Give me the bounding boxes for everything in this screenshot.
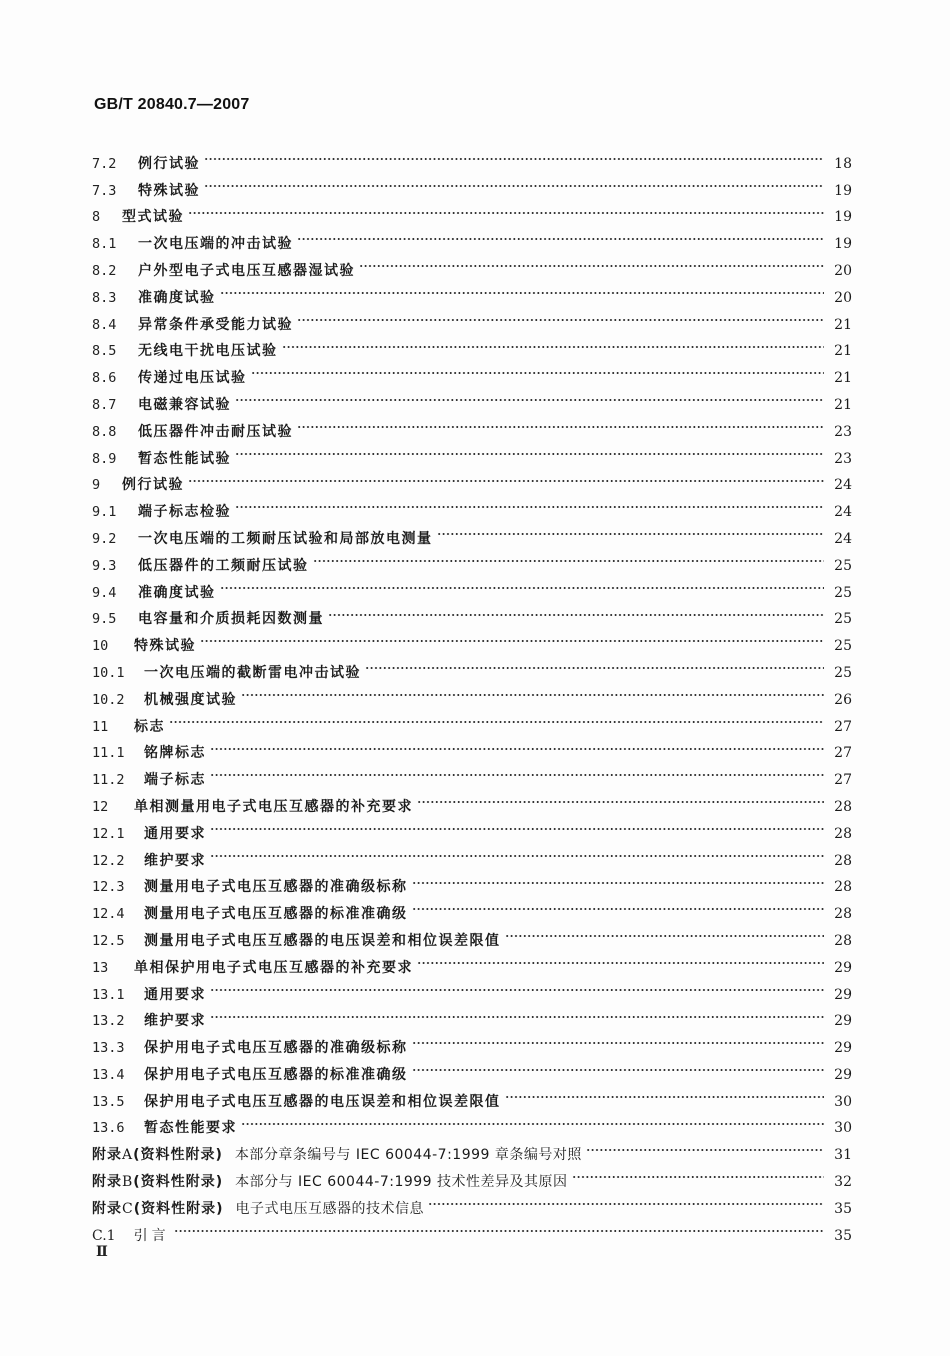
toc-entry-page: 28 bbox=[834, 879, 852, 896]
toc-entry-number: 8.5 bbox=[92, 343, 117, 360]
dot-leader bbox=[428, 1186, 824, 1213]
toc-entry-page: 23 bbox=[834, 423, 852, 440]
toc-entry-title: 户外型电子式电压互感器湿试验 bbox=[138, 262, 355, 279]
toc-entry-number: 11.1 bbox=[92, 745, 125, 762]
toc-entry-number: 13 bbox=[92, 959, 109, 976]
toc-entry-title: 电容量和介质损耗因数测量 bbox=[138, 611, 324, 628]
dot-leader bbox=[220, 570, 825, 597]
table-of-contents bbox=[92, 141, 852, 1244]
toc-entry-page: 21 bbox=[834, 370, 852, 387]
toc-entry-page: 21 bbox=[834, 396, 852, 413]
toc-entry[interactable] bbox=[92, 1213, 852, 1244]
dot-leader bbox=[417, 784, 824, 811]
toc-entry[interactable] bbox=[92, 168, 852, 199]
toc-entry-title: 一次电压端的工频耐压试验和局部放电测量 bbox=[138, 530, 433, 547]
dot-leader bbox=[241, 1106, 824, 1133]
dot-leader bbox=[505, 918, 825, 945]
toc-entry-title: 引言 bbox=[133, 1227, 170, 1244]
toc-entry-page: 29 bbox=[834, 1013, 852, 1030]
toc-entry-number: 12.1 bbox=[92, 825, 125, 842]
toc-entry-number: 9 bbox=[92, 477, 101, 494]
toc-entry-page: 19 bbox=[834, 209, 852, 226]
dot-leader bbox=[204, 141, 824, 168]
toc-entry[interactable] bbox=[92, 489, 852, 521]
toc-entry-page: 25 bbox=[834, 638, 852, 655]
toc-entry-number: 8.1 bbox=[92, 236, 117, 253]
toc-entry-number: 7.3 bbox=[92, 182, 117, 199]
toc-entry-number: C.1 bbox=[92, 1227, 116, 1244]
toc-entry-page: 31 bbox=[834, 1147, 852, 1164]
annex-label bbox=[92, 1169, 223, 1196]
toc-entry-page: 27 bbox=[834, 772, 852, 789]
toc-entry-number: 13.1 bbox=[92, 986, 125, 1003]
toc-entry-title: 暂态性能试验 bbox=[138, 450, 231, 467]
toc-entry-number: 9.4 bbox=[92, 584, 117, 601]
annex-title: 本部分章条编号与 IEC 60044-7:1999 章条编号对照 bbox=[234, 1147, 582, 1164]
dot-leader bbox=[572, 1159, 824, 1186]
toc-entry-number: 8.2 bbox=[92, 262, 117, 279]
dot-leader bbox=[328, 597, 824, 624]
toc-entry-title: 准确度试验 bbox=[138, 584, 216, 601]
dot-leader bbox=[204, 168, 824, 195]
toc-entry[interactable] bbox=[92, 1025, 852, 1057]
toc-entry-number: 13.4 bbox=[92, 1066, 125, 1083]
toc-entry-number: 10.2 bbox=[92, 691, 125, 708]
dot-leader bbox=[210, 731, 824, 758]
dot-leader bbox=[200, 623, 824, 650]
toc-entry-number: 12.2 bbox=[92, 852, 125, 869]
toc-entry[interactable] bbox=[92, 731, 852, 762]
dot-leader bbox=[235, 489, 824, 516]
dot-leader bbox=[169, 704, 824, 731]
toc-entry-page: 19 bbox=[834, 182, 852, 199]
toc-entry-title: 特殊试验 bbox=[134, 638, 196, 655]
toc-entry-number: 7.2 bbox=[92, 155, 117, 172]
toc-entry-number: 12.4 bbox=[92, 906, 125, 923]
annex-title: 本部分与 IEC 60044-7:1999 技术性差异及其原因 bbox=[235, 1174, 568, 1191]
toc-entry[interactable] bbox=[92, 141, 852, 172]
dot-leader bbox=[282, 329, 825, 356]
toc-entry-page: 21 bbox=[834, 343, 852, 360]
toc-entry-title: 端子标志检验 bbox=[138, 504, 231, 521]
toc-entry-page: 29 bbox=[834, 959, 852, 976]
toc-entry-title: 机械强度试验 bbox=[144, 691, 237, 708]
annex-letter: A bbox=[122, 1147, 134, 1164]
toc-entry-number: 9.1 bbox=[92, 504, 117, 521]
toc-entry-page: 28 bbox=[834, 932, 852, 949]
toc-entry[interactable] bbox=[92, 784, 852, 815]
toc-entry-title: 一次电压端的冲击试验 bbox=[138, 236, 293, 253]
dot-leader bbox=[297, 409, 824, 436]
toc-entry-title: 铭牌标志 bbox=[144, 745, 206, 762]
toc-entry-page: 26 bbox=[834, 691, 852, 708]
toc-entry-page: 32 bbox=[834, 1174, 852, 1191]
toc-entry-title: 低压器件冲击耐压试验 bbox=[138, 423, 293, 440]
toc-entry-page: 29 bbox=[834, 986, 852, 1003]
toc-entry-page: 19 bbox=[834, 236, 852, 253]
toc-entry-title: 传递过电压试验 bbox=[138, 370, 247, 387]
toc-entry-title: 例行试验 bbox=[122, 477, 184, 494]
dot-leader bbox=[235, 382, 824, 409]
toc-entry[interactable] bbox=[92, 221, 852, 253]
toc-entry-page: 25 bbox=[834, 611, 852, 628]
toc-entry-title: 通用要求 bbox=[144, 986, 206, 1003]
toc-entry-title: 单相保护用电子式电压互感器的补充要求 bbox=[134, 959, 413, 976]
toc-entry-page: 27 bbox=[834, 718, 852, 735]
toc-entry-title: 准确度试验 bbox=[138, 289, 216, 306]
toc-entry-number: 12.5 bbox=[92, 932, 125, 949]
toc-entry-page: 30 bbox=[834, 1093, 852, 1110]
toc-entry-page: 20 bbox=[834, 289, 852, 306]
toc-entry-title: 维护要求 bbox=[144, 1013, 206, 1030]
toc-entry-page: 24 bbox=[834, 504, 852, 521]
toc-entry-page: 28 bbox=[834, 798, 852, 815]
toc-entry-page: 35 bbox=[834, 1227, 852, 1244]
standard-code-header: GB/T 20840.7—2007 bbox=[94, 96, 250, 113]
toc-entry-number: 9.5 bbox=[92, 611, 117, 628]
dot-leader bbox=[241, 677, 824, 704]
toc-entry-number: 8.9 bbox=[92, 450, 117, 467]
dot-leader bbox=[412, 891, 825, 918]
toc-entry-title: 保护用电子式电压互感器的准确级标称 bbox=[144, 1040, 408, 1057]
toc-entry-page: 28 bbox=[834, 906, 852, 923]
toc-entry-number: 11.2 bbox=[92, 772, 125, 789]
dot-leader bbox=[220, 275, 825, 302]
toc-entry-title: 标志 bbox=[134, 718, 165, 735]
toc-entry-page: 28 bbox=[834, 852, 852, 869]
toc-entry-title: 例行试验 bbox=[138, 155, 200, 172]
toc-entry-number: 10 bbox=[92, 638, 109, 655]
toc-entry[interactable] bbox=[92, 838, 852, 869]
toc-entry-number: 8.8 bbox=[92, 423, 117, 440]
toc-entry-title: 单相测量用电子式电压互感器的补充要求 bbox=[134, 798, 413, 815]
toc-entry-page: 20 bbox=[834, 262, 852, 279]
dot-leader bbox=[412, 1052, 825, 1079]
toc-entry-title: 保护用电子式电压互感器的标准准确级 bbox=[144, 1066, 408, 1083]
dot-leader bbox=[412, 865, 825, 892]
dot-leader bbox=[251, 355, 825, 382]
annex-prefix: 附录 bbox=[92, 1174, 122, 1191]
toc-entry[interactable] bbox=[92, 865, 852, 896]
toc-entry-title: 测量用电子式电压互感器的电压误差和相位误差限值 bbox=[144, 932, 501, 949]
toc-entry-page: 21 bbox=[834, 316, 852, 333]
toc-entry-page: 24 bbox=[834, 477, 852, 494]
toc-entry-title: 特殊试验 bbox=[138, 182, 200, 199]
annex-kind: (资料性附录) bbox=[133, 1200, 224, 1217]
dot-leader bbox=[210, 838, 824, 865]
toc-entry-number: 10.1 bbox=[92, 664, 125, 681]
toc-entry-title: 低压器件的工频耐压试验 bbox=[138, 557, 309, 574]
toc-entry-page: 35 bbox=[834, 1200, 852, 1217]
toc-entry-number: 8.3 bbox=[92, 289, 117, 306]
dot-leader bbox=[417, 945, 824, 972]
toc-entry[interactable] bbox=[92, 704, 852, 735]
annex-kind: (资料性附录) bbox=[133, 1147, 223, 1164]
dot-leader bbox=[210, 811, 824, 838]
toc-entry[interactable] bbox=[92, 757, 852, 789]
toc-entry-title: 电磁兼容试验 bbox=[138, 396, 231, 413]
dot-leader bbox=[297, 221, 824, 248]
dot-leader bbox=[210, 757, 824, 784]
toc-entry[interactable] bbox=[92, 195, 852, 226]
dot-leader bbox=[297, 302, 824, 329]
toc-entry-number: 8.7 bbox=[92, 396, 117, 413]
dot-leader bbox=[210, 999, 824, 1026]
toc-entry-page: 27 bbox=[834, 745, 852, 762]
toc-entry-title: 无线电干扰电压试验 bbox=[138, 343, 278, 360]
toc-entry-number: 13.6 bbox=[92, 1120, 125, 1137]
toc-entry-page: 18 bbox=[834, 155, 852, 172]
toc-entry-title: 端子标志 bbox=[144, 772, 206, 789]
toc-entry-number: 8.4 bbox=[92, 316, 117, 333]
toc-entry-number: 11 bbox=[92, 718, 109, 735]
dot-leader bbox=[412, 1025, 825, 1052]
toc-entry-page: 25 bbox=[834, 664, 852, 681]
toc-entry-number: 13.5 bbox=[92, 1093, 125, 1110]
toc-entry-number: 13.3 bbox=[92, 1040, 125, 1057]
toc-entry-title: 测量用电子式电压互感器的标准准确级 bbox=[144, 906, 408, 923]
annex-title: 电子式电压互感器的技术信息 bbox=[235, 1200, 425, 1217]
toc-entry-title: 型式试验 bbox=[122, 209, 184, 226]
toc-entry-number: 8 bbox=[92, 209, 101, 226]
toc-entry-title: 测量用电子式电压互感器的准确级标称 bbox=[144, 879, 408, 896]
dot-leader bbox=[359, 248, 824, 275]
toc-entry[interactable] bbox=[92, 999, 852, 1030]
toc-entry-page: 25 bbox=[834, 557, 852, 574]
dot-leader bbox=[365, 650, 824, 677]
toc-entry-page: 30 bbox=[834, 1120, 852, 1137]
toc-entry-page: 28 bbox=[834, 825, 852, 842]
toc-entry-number: 12 bbox=[92, 798, 109, 815]
annex-letter: B bbox=[122, 1174, 134, 1191]
annex-label bbox=[92, 1142, 223, 1169]
dot-leader bbox=[174, 1213, 824, 1240]
dot-leader bbox=[437, 516, 825, 543]
toc-entry[interactable] bbox=[92, 623, 852, 655]
toc-entry-title: 暂态性能要求 bbox=[144, 1120, 237, 1137]
toc-entry-page: 24 bbox=[834, 530, 852, 547]
annex-prefix: 附录 bbox=[92, 1200, 122, 1217]
dot-leader bbox=[235, 436, 824, 463]
toc-entry[interactable] bbox=[92, 650, 852, 681]
page-number-footer: Ⅱ bbox=[96, 1244, 108, 1260]
toc-entry-title: 一次电压端的截断雷电冲击试验 bbox=[144, 664, 361, 681]
toc-entry-title: 通用要求 bbox=[144, 825, 206, 842]
toc-entry-number: 8.6 bbox=[92, 370, 117, 387]
toc-entry-page: 29 bbox=[834, 1040, 852, 1057]
toc-entry-title: 维护要求 bbox=[144, 852, 206, 869]
toc-entry-number: 12.3 bbox=[92, 879, 125, 896]
annex-kind: (资料性附录) bbox=[133, 1174, 224, 1191]
toc-entry-page: 29 bbox=[834, 1066, 852, 1083]
toc-entry[interactable] bbox=[92, 463, 852, 494]
toc-entry-title: 异常条件承受能力试验 bbox=[138, 316, 293, 333]
toc-entry-title: 保护用电子式电压互感器的电压误差和相位误差限值 bbox=[144, 1093, 501, 1110]
toc-entry-page: 23 bbox=[834, 450, 852, 467]
dot-leader bbox=[188, 195, 824, 222]
annex-letter: C bbox=[122, 1200, 134, 1217]
dot-leader bbox=[313, 543, 825, 570]
toc-entry-page: 25 bbox=[834, 584, 852, 601]
toc-entry-number: 9.2 bbox=[92, 530, 117, 547]
dot-leader bbox=[210, 972, 824, 999]
annex-prefix: 附录 bbox=[92, 1147, 122, 1164]
dot-leader bbox=[586, 1132, 824, 1159]
dot-leader bbox=[188, 463, 824, 490]
toc-entry-number: 13.2 bbox=[92, 1013, 125, 1030]
dot-leader bbox=[505, 1079, 825, 1106]
toc-entry-number: 9.3 bbox=[92, 557, 117, 574]
